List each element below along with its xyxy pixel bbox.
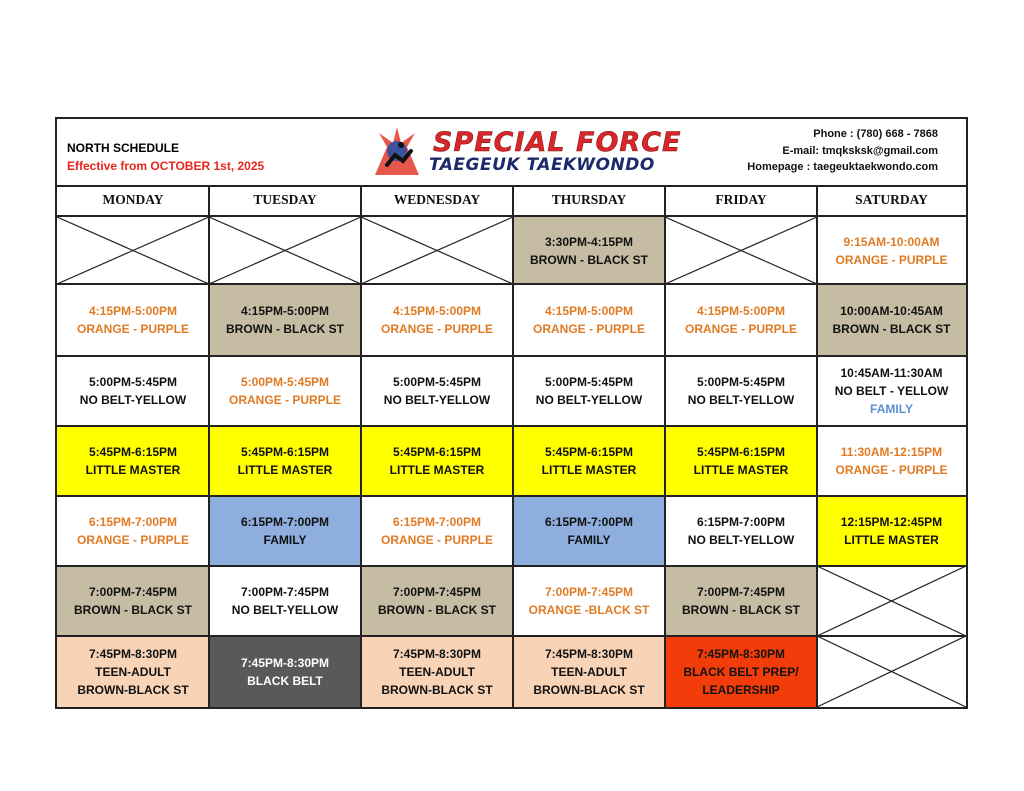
phone: Phone : (780) 668 - 7868	[813, 128, 938, 140]
class-time: 5:00PM-5:45PM	[240, 375, 330, 389]
class-level: LITTLE MASTER	[389, 463, 485, 477]
empty-slot	[665, 217, 817, 284]
class-level: LEADERSHIP	[702, 682, 780, 697]
class-level: NO BELT-YELLOW	[383, 393, 491, 407]
class-slot	[57, 356, 209, 426]
class-level: NO BELT-YELLOW	[79, 393, 187, 407]
class-time: 4:15PM-5:00PM	[544, 304, 634, 318]
column-divider	[816, 185, 818, 707]
class-level: BROWN - BLACK ST	[832, 322, 951, 336]
column-divider	[512, 185, 514, 707]
class-level: BROWN - BLACK ST	[226, 322, 344, 336]
class-level: LITTLE MASTER	[693, 463, 789, 477]
cross-out-icon	[57, 217, 209, 284]
empty-slot	[209, 217, 361, 284]
cross-out-icon	[817, 636, 966, 707]
class-time: 7:00PM-7:45PM	[392, 585, 482, 599]
schedule-table	[55, 117, 968, 709]
class-time: 5:45PM-6:15PM	[696, 445, 786, 459]
class-level: LITTLE MASTER	[85, 463, 181, 477]
class-level: ORANGE - PURPLE	[228, 393, 341, 407]
class-time: 5:00PM-5:45PM	[696, 375, 786, 389]
class-time: 7:45PM-8:30PM	[392, 646, 482, 661]
class-slot	[665, 284, 817, 356]
class-level: ORANGE - PURPLE	[835, 463, 948, 477]
class-slot	[817, 356, 966, 426]
class-slot	[361, 566, 513, 636]
class-time: 5:00PM-5:45PM	[88, 375, 178, 389]
schedule-grid	[57, 185, 966, 707]
class-time: 5:00PM-5:45PM	[392, 375, 482, 389]
class-time: 7:00PM-7:45PM	[88, 585, 178, 599]
class-level: BROWN - BLACK ST	[74, 603, 192, 617]
class-time: 3:30PM-4:15PM	[544, 234, 634, 249]
class-time: 7:45PM-8:30PM	[240, 655, 330, 670]
class-slot	[361, 284, 513, 356]
row-divider	[57, 425, 966, 427]
row-divider	[57, 495, 966, 497]
class-level: BROWN - BLACK ST	[682, 603, 800, 617]
class-time: 5:45PM-6:15PM	[240, 445, 330, 459]
class-time: 7:45PM-8:30PM	[696, 646, 786, 661]
class-slot	[361, 636, 513, 707]
class-level: BROWN - BLACK ST	[378, 603, 496, 617]
effective-date: Effective from OCTOBER 1st, 2025	[67, 159, 265, 173]
class-slot	[513, 636, 665, 707]
row-divider	[57, 283, 966, 285]
class-level: NO BELT-YELLOW	[535, 393, 643, 407]
class-slot	[209, 356, 361, 426]
class-level: BROWN-BLACK ST	[77, 682, 189, 697]
day-header-wednesday: WEDNESDAY	[393, 192, 481, 207]
cross-out-icon	[361, 217, 513, 284]
contact-info	[747, 126, 938, 176]
homepage: Homepage : taegeuktaekwondo.com	[747, 161, 938, 173]
class-slot	[513, 284, 665, 356]
day-header-friday: FRIDAY	[715, 192, 767, 207]
class-time: 5:00PM-5:45PM	[544, 375, 634, 389]
row-divider	[57, 355, 966, 357]
class-time: 7:00PM-7:45PM	[544, 585, 634, 599]
class-slot	[209, 496, 361, 566]
class-time: 4:15PM-5:00PM	[88, 304, 178, 318]
row-divider	[57, 565, 966, 567]
class-time: 7:45PM-8:30PM	[88, 646, 178, 661]
class-level: NO BELT-YELLOW	[687, 393, 795, 407]
day-header-monday: MONDAY	[102, 192, 164, 207]
class-level: ORANGE - PURPLE	[532, 322, 645, 336]
logo-emblem-icon	[357, 125, 437, 181]
empty-slot	[817, 566, 966, 636]
class-time: 7:00PM-7:45PM	[240, 585, 330, 599]
day-header-saturday: SATURDAY	[855, 192, 928, 207]
class-level: BLACK BELT	[247, 673, 323, 688]
schedule-info	[67, 139, 264, 175]
class-slot	[57, 566, 209, 636]
class-slot	[361, 356, 513, 426]
class-slot	[57, 426, 209, 496]
class-slot	[665, 636, 817, 707]
class-time: 7:00PM-7:45PM	[696, 585, 786, 599]
class-level: BLACK BELT PREP/	[683, 664, 799, 679]
class-level: ORANGE - PURPLE	[380, 322, 493, 336]
class-level: TEEN-ADULT	[399, 664, 475, 679]
class-level: LITTLE MASTER	[844, 533, 939, 547]
class-time: 10:00AM-10:45AM	[840, 304, 943, 318]
class-time: 6:15PM-7:00PM	[544, 515, 634, 529]
class-level: NO BELT-YELLOW	[231, 603, 339, 617]
class-time: 10:45AM-11:30AM	[840, 366, 943, 380]
class-time: 4:15PM-5:00PM	[696, 304, 786, 318]
class-time: 6:15PM-7:00PM	[392, 515, 482, 529]
cross-out-icon	[209, 217, 361, 284]
logo-title: SPECIAL FORCE	[433, 127, 682, 158]
class-level: NO BELT-YELLOW	[687, 533, 795, 547]
column-divider	[664, 185, 666, 707]
class-time: 9:15AM-10:00AM	[843, 234, 940, 249]
day-header-thursday: THURSDAY	[551, 192, 627, 207]
class-time: 5:45PM-6:15PM	[544, 445, 634, 459]
class-level: FAMILY	[870, 402, 913, 416]
class-slot	[361, 496, 513, 566]
empty-slot	[817, 636, 966, 707]
row-divider	[57, 635, 966, 637]
class-level: ORANGE -BLACK ST	[528, 603, 650, 617]
email: E-mail: tmqksksk@gmail.com	[782, 144, 938, 157]
cross-out-icon	[665, 217, 817, 284]
class-slot	[57, 284, 209, 356]
class-slot	[209, 426, 361, 496]
column-divider	[360, 185, 362, 707]
class-time: 6:15PM-7:00PM	[240, 515, 330, 529]
schedule-title: NORTH SCHEDULE	[67, 141, 180, 155]
class-time: 5:45PM-6:15PM	[392, 445, 482, 459]
class-slot	[513, 356, 665, 426]
column-divider	[208, 185, 210, 707]
logo-subtitle: TAEGEUK TAEKWONDO	[429, 155, 655, 175]
class-slot	[513, 426, 665, 496]
class-slot	[817, 284, 966, 356]
class-time: 5:45PM-6:15PM	[88, 445, 178, 459]
class-level: ORANGE - PURPLE	[76, 322, 189, 336]
class-level: NO BELT - YELLOW	[834, 384, 949, 398]
class-time: 4:15PM-5:00PM	[392, 304, 482, 318]
class-slot	[665, 566, 817, 636]
class-slot	[209, 566, 361, 636]
class-slot	[513, 217, 665, 284]
class-level: TEEN-ADULT	[95, 664, 171, 679]
class-level: TEEN-ADULT	[551, 664, 627, 679]
class-slot	[209, 636, 361, 707]
class-level: ORANGE - PURPLE	[835, 252, 948, 267]
class-level: ORANGE - PURPLE	[380, 533, 493, 547]
class-level: BROWN - BLACK ST	[530, 252, 648, 267]
class-slot	[57, 496, 209, 566]
class-level: LITTLE MASTER	[541, 463, 637, 477]
class-time: 6:15PM-7:00PM	[696, 515, 786, 529]
class-time: 11:30AM-12:15PM	[840, 445, 943, 459]
class-time: 4:15PM-5:00PM	[240, 304, 330, 318]
empty-slot	[361, 217, 513, 284]
class-slot	[665, 356, 817, 426]
class-level: ORANGE - PURPLE	[684, 322, 797, 336]
empty-slot	[57, 217, 209, 284]
class-level: BROWN-BLACK ST	[533, 682, 645, 697]
class-level: FAMILY	[263, 533, 307, 547]
class-level: BROWN-BLACK ST	[381, 682, 493, 697]
class-slot	[57, 636, 209, 707]
class-time: 6:15PM-7:00PM	[88, 515, 178, 529]
schedule-header	[57, 119, 966, 187]
class-slot	[209, 284, 361, 356]
class-slot	[665, 426, 817, 496]
class-level: LITTLE MASTER	[237, 463, 333, 477]
class-time: 12:15PM-12:45PM	[840, 515, 943, 529]
class-slot	[817, 496, 966, 566]
logo	[357, 125, 682, 181]
class-level: ORANGE - PURPLE	[76, 533, 189, 547]
class-slot	[817, 426, 966, 496]
class-slot	[817, 217, 966, 284]
class-slot	[665, 496, 817, 566]
class-level: FAMILY	[567, 533, 611, 547]
class-slot	[361, 426, 513, 496]
class-slot	[513, 496, 665, 566]
class-slot	[513, 566, 665, 636]
day-header-tuesday: TUESDAY	[253, 192, 317, 207]
cross-out-icon	[817, 566, 966, 636]
class-time: 7:45PM-8:30PM	[544, 646, 634, 661]
